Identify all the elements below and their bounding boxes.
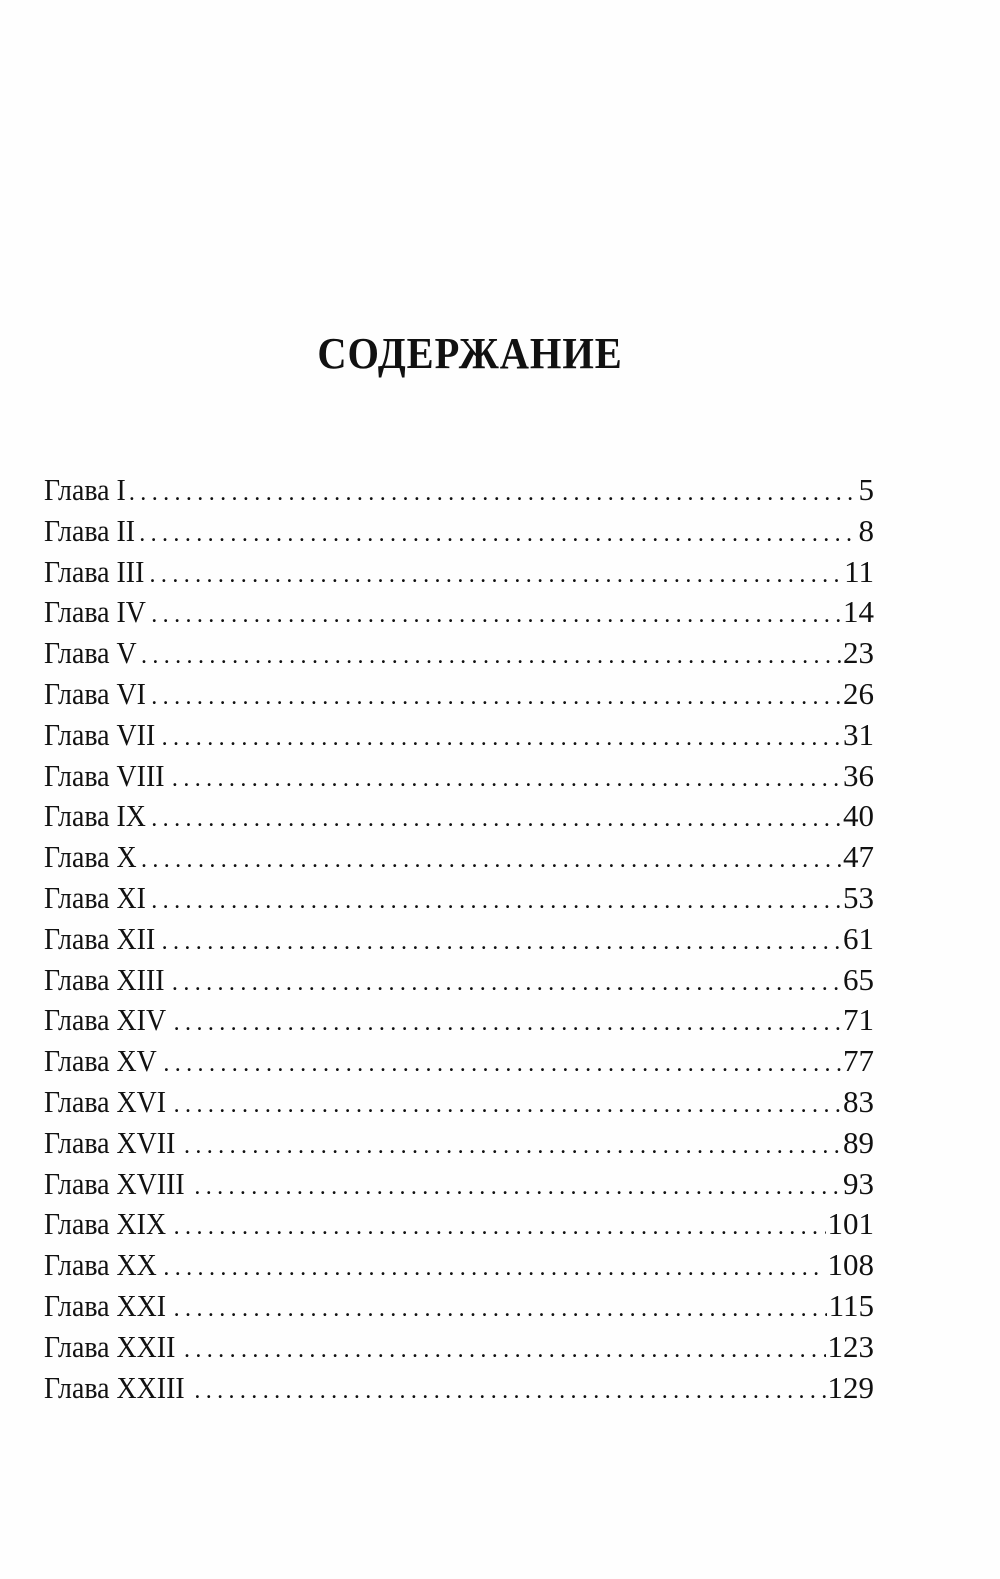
page-number: 115: [828, 1287, 874, 1323]
dot-leader: [174, 1003, 841, 1044]
toc-entry: [44, 511, 874, 552]
toc-entry: [44, 715, 874, 756]
chapter-title: Глава II: [44, 512, 136, 548]
page-number: 14: [843, 594, 874, 630]
toc-entry: [44, 470, 874, 511]
page-number: 61: [843, 920, 874, 956]
toc-entry: [44, 1000, 874, 1041]
page-number: 53: [843, 879, 874, 915]
page-number: 36: [843, 757, 874, 793]
dot-leader: [151, 881, 841, 922]
dot-leader: [150, 555, 843, 596]
chapter-title: Глава VIII: [44, 757, 165, 793]
chapter-title: Глава XXI: [44, 1287, 167, 1323]
page-number: 108: [827, 1247, 874, 1283]
dot-leader: [172, 759, 841, 800]
chapter-title: Глава V: [44, 635, 137, 671]
toc-entry: [44, 756, 874, 797]
dot-leader: [141, 636, 841, 677]
dot-leader: [162, 718, 841, 759]
page-number: 5: [858, 472, 874, 507]
toc-entry: [44, 919, 874, 960]
chapter-title: Глава XIII: [44, 961, 165, 997]
toc-entry: [44, 1041, 874, 1082]
page-number: 23: [843, 635, 874, 671]
chapter-title: Глава XVIII: [44, 1165, 185, 1201]
dot-leader: [163, 1248, 825, 1289]
page-number: 11: [844, 553, 874, 589]
chapter-title: Глава XXII: [44, 1328, 176, 1364]
dot-leader: [129, 473, 857, 514]
toc-entry: [44, 1204, 874, 1245]
page-number: 101: [827, 1206, 874, 1242]
chapter-title: Глава IX: [44, 798, 146, 834]
table-of-contents: [44, 470, 874, 1408]
page-number: 47: [843, 839, 874, 875]
dot-leader: [194, 1371, 825, 1412]
dot-leader: [174, 1085, 841, 1126]
chapter-title: Глава XX: [44, 1247, 157, 1283]
dot-leader: [174, 1207, 826, 1248]
chapter-title: Глава XVII: [44, 1124, 176, 1160]
chapter-title: Глава XI: [44, 879, 146, 915]
dot-leader: [141, 840, 841, 881]
toc-entry: [44, 796, 874, 837]
chapter-title: Глава XIX: [44, 1206, 167, 1242]
page-title: СОДЕРЖАНИЕ: [317, 329, 623, 378]
chapter-title: Глава XIV: [44, 1002, 167, 1038]
chapter-title: Глава I: [44, 472, 126, 507]
toc-entry: [44, 1082, 874, 1123]
toc-entry: [44, 552, 874, 593]
page-number: 129: [827, 1369, 874, 1405]
dot-leader: [162, 922, 841, 963]
chapter-title: Глава XXIII: [44, 1369, 185, 1405]
dot-leader: [163, 1044, 841, 1085]
chapter-title: Глава XVI: [44, 1083, 167, 1119]
page-number: 40: [843, 798, 874, 834]
toc-entry: [44, 837, 874, 878]
toc-entry: [44, 1164, 874, 1205]
toc-entry: [44, 592, 874, 633]
dot-leader: [174, 1289, 827, 1330]
dot-leader: [184, 1330, 826, 1371]
page-number: 77: [843, 1043, 874, 1079]
toc-entry: [44, 960, 874, 1001]
dot-leader: [151, 677, 841, 718]
toc-entry: [44, 1245, 874, 1286]
toc-entry: [44, 1368, 874, 1409]
page-number: 71: [843, 1002, 874, 1038]
chapter-title: Глава XV: [44, 1043, 157, 1079]
chapter-title: Глава XII: [44, 920, 156, 956]
toc-entry: [44, 1327, 874, 1368]
dot-leader: [194, 1167, 841, 1208]
page-number: 31: [843, 716, 874, 752]
toc-entry: [44, 1123, 874, 1164]
chapter-title: Глава IV: [44, 594, 146, 630]
toc-entry: [44, 674, 874, 715]
chapter-title: Глава X: [44, 839, 137, 875]
page-number: 8: [858, 512, 874, 548]
toc-entry: [44, 1286, 874, 1327]
dot-leader: [139, 514, 856, 555]
page-number: 89: [843, 1124, 874, 1160]
page-number: 65: [843, 961, 874, 997]
page-number: 123: [827, 1328, 874, 1364]
page-number: 93: [843, 1165, 874, 1201]
dot-leader: [172, 963, 841, 1004]
toc-entry: [44, 633, 874, 674]
dot-leader: [151, 799, 841, 840]
chapter-title: Глава VI: [44, 675, 146, 711]
toc-entry: [44, 878, 874, 919]
page-number: 83: [843, 1083, 874, 1119]
dot-leader: [184, 1126, 841, 1167]
page-number: 26: [843, 675, 874, 711]
dot-leader: [151, 595, 841, 636]
chapter-title: Глава VII: [44, 716, 156, 752]
chapter-title: Глава III: [44, 553, 145, 589]
